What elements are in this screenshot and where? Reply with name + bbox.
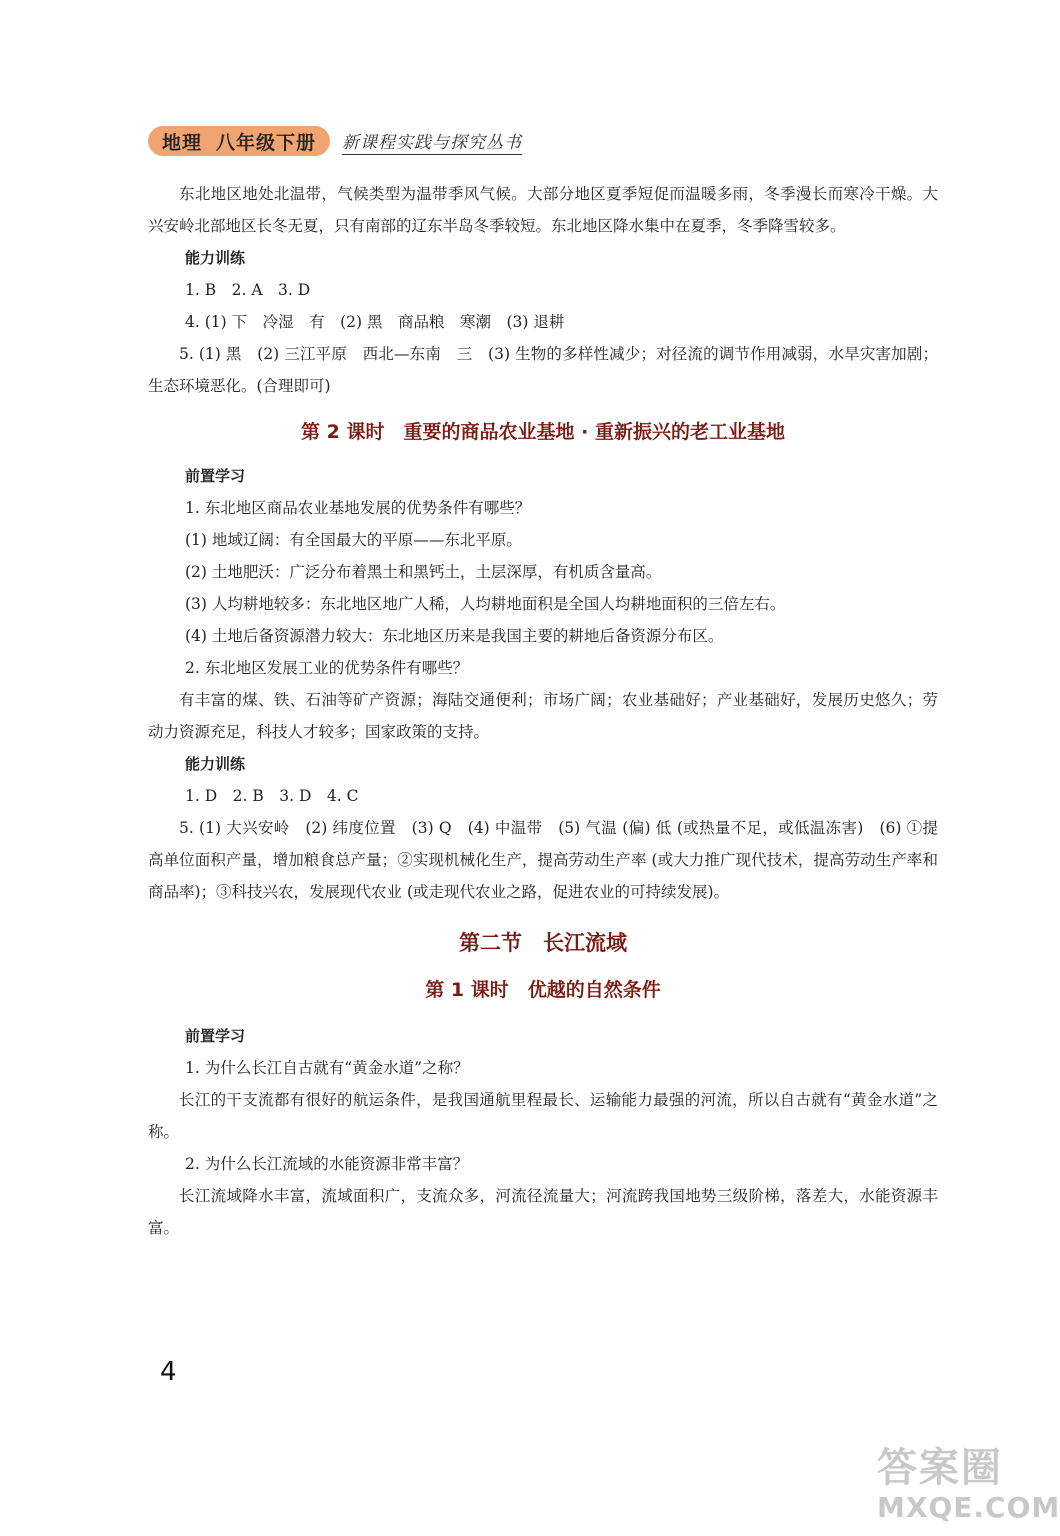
answer-paragraph: 5. (1) 黑 (2) 三江平原 西北—东南 三 (3) 生物的多样性减少；对径流的调节作用减弱，水旱灾害加剧；生态环境恶化。(合理即可)	[148, 345, 938, 395]
answer-line: 4. (1) 下 冷湿 有 (2) 黑 商品粮 寒潮 (3) 退耕	[185, 313, 565, 331]
list-item: (3) 人均耕地较多：东北地区地广人稀，人均耕地面积是全国人均耕地面积的三倍左右。	[185, 595, 786, 613]
answer-paragraph: 长江流域降水丰富，流域面积广，支流众多，河流径流量大；河流跨我国地势三级阶梯，落差大，水能资源丰富。	[148, 1187, 938, 1237]
book-header	[148, 126, 522, 156]
question: 2. 东北地区发展工业的优势条件有哪些？	[185, 659, 469, 677]
watermark-logo	[877, 1444, 1060, 1530]
subject-label: 地理	[162, 131, 203, 154]
answer-line: 1. B 2. A 3. D	[185, 281, 311, 299]
training-label: 能力训练	[185, 249, 246, 267]
answer-paragraph: 有丰富的煤、铁、石油等矿产资源；海陆交通便利；市场广阔；农业基础好；产业基础好，发展历史悠久；劳动力资源充足，科技人才较多；国家政策的支持。	[148, 691, 938, 741]
question: 1. 东北地区商品农业基地发展的优势条件有哪些？	[185, 499, 531, 517]
pre-study-label: 前置学习	[185, 1027, 246, 1045]
list-item: (1) 地域辽阔：有全国最大的平原——东北平原。	[185, 531, 522, 549]
section-title: 第二节 长江流域	[459, 931, 627, 955]
pre-study-label: 前置学习	[185, 467, 246, 485]
answer-line: 1. D 2. B 3. D 4. C	[185, 787, 359, 805]
subject-tag	[148, 126, 330, 156]
list-item: (4) 土地后备资源潜力较大：东北地区历来是我国主要的耕地后备资源分布区。	[185, 627, 724, 645]
grade-label: 八年级下册	[216, 131, 317, 154]
page-content	[148, 178, 938, 1244]
watermark-cn: 答案圈	[877, 1445, 1003, 1491]
answer-paragraph: 长江的干支流都有很好的航运条件，是我国通航里程最长、运输能力最强的河流，所以自古就有“黄金水道”之称。	[148, 1091, 938, 1141]
page-number: 4	[160, 1357, 177, 1387]
list-item: (2) 土地肥沃：广泛分布着黑土和黑钙土，土层深厚，有机质含量高。	[185, 563, 662, 581]
series-title: 新课程实践与探究丛书	[342, 128, 522, 155]
watermark-en: MXQE.COM	[877, 1491, 1060, 1524]
climate-paragraph: 东北地区地处北温带，气候类型为温带季风气候。大部分地区夏季短促而温暖多雨，冬季漫长而寒冷干燥。大兴安岭北部地区长冬无夏，只有南部的辽东半岛冬季较短。东北地区降水集中在夏季，冬季降雪较多。	[148, 185, 938, 235]
lesson-title: 第 1 课时 优越的自然条件	[425, 979, 661, 1001]
answer-paragraph: 5. (1) 大兴安岭 (2) 纬度位置 (3) Q (4) 中温带 (5) 气温 (偏) 低 (或热量不足，或低温冻害) (6) ①提高单位面积产量，增加粮食总产量；②实现机械化生产，提高劳动生产率 (或大力推广现代技术，提高劳动生产率和商品率)；③科技兴农，发展现代农业 (或走现代农业之路，促进农业的可持续发展)。	[148, 819, 938, 901]
training-label: 能力训练	[185, 755, 246, 773]
lesson-title: 第 2 课时 重要的商品农业基地 · 重新振兴的老工业基地	[301, 421, 785, 443]
question: 2. 为什么长江流域的水能资源非常丰富？	[185, 1155, 469, 1173]
question: 1. 为什么长江自古就有“黄金水道”之称？	[185, 1059, 469, 1077]
